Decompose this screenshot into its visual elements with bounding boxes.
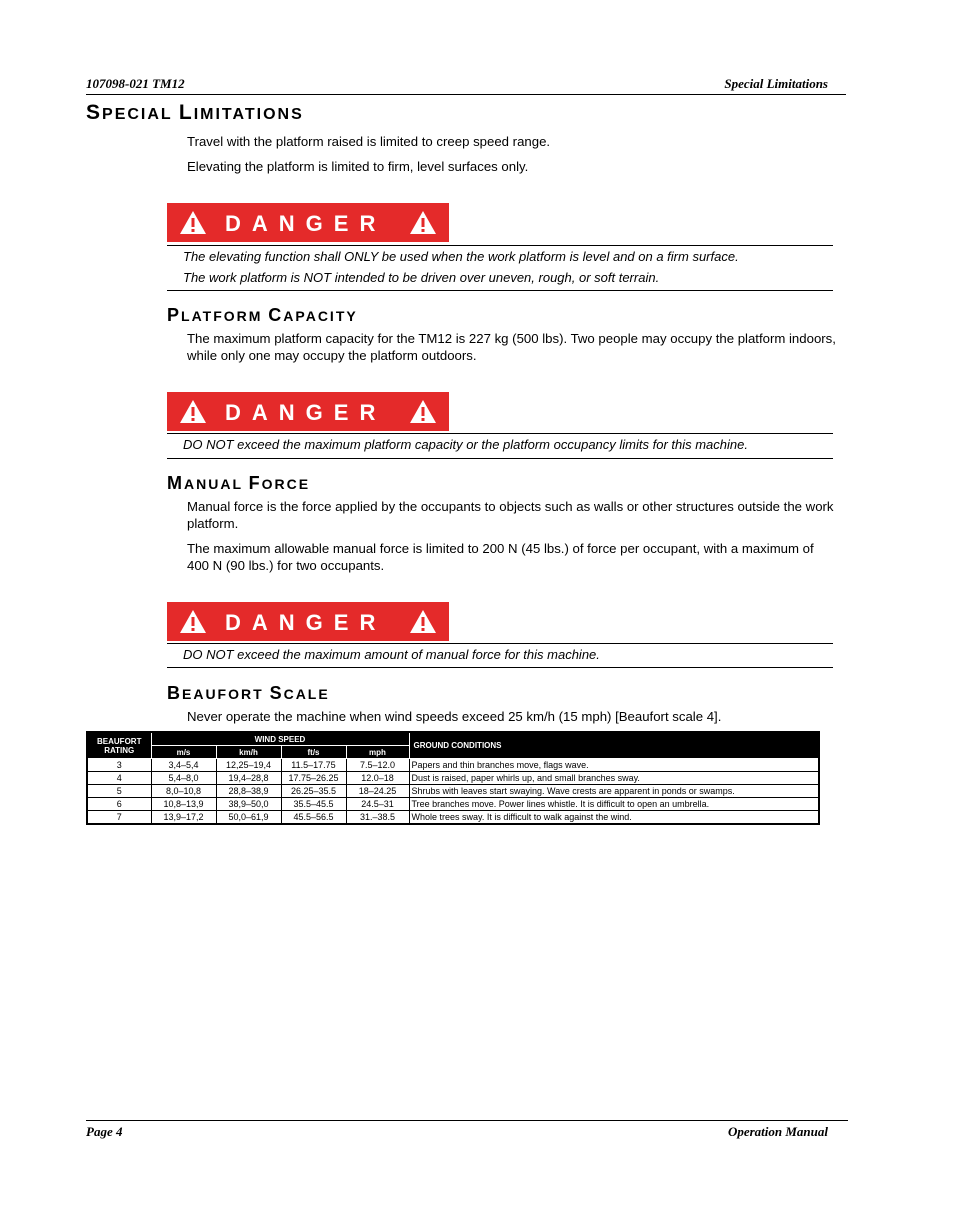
danger-message-line: DO NOT exceed the maximum platform capacity or the platform occupancy limits for this machine. [183,437,748,452]
mph-cell: 31.–38.5 [346,811,409,825]
header-fts: ft/s [281,746,346,759]
kmh-cell: 19,4–28,8 [216,772,281,785]
beaufort-table [86,731,820,825]
header-mph: mph [346,746,409,759]
mph-cell: 7.5–12.0 [346,759,409,772]
kmh-cell: 50,0–61,9 [216,811,281,825]
rating-cell: 3 [87,759,151,772]
header-wind-speed: WIND SPEED [151,732,409,746]
danger-label: DANGER [225,610,387,635]
force-paragraph-1: Manual force is the force applied by the occupants to objects such as walls or other structures outside the work platform. [187,499,834,531]
ground-cell: Whole trees sway. It is difficult to walk against the wind. [409,811,819,825]
fts-cell: 11.5–17.75 [281,759,346,772]
danger-label: DANGER [225,400,387,425]
warning-triangle-icon [409,399,437,424]
manual-name: Operation Manual [727,1124,828,1139]
fts-cell: 45.5–56.5 [281,811,346,825]
header-beaufort-rating: BEAUFORT RATING [87,732,151,759]
ms-cell: 3,4–5,4 [151,759,216,772]
rating-cell: 4 [87,772,151,785]
danger-message-line: DO NOT exceed the maximum amount of manual force for this machine. [183,647,600,662]
header-ms: m/s [151,746,216,759]
force-paragraph-2: The maximum allowable manual force is limited to 200 N (45 lbs.) of force per occupant, with a maximum of 400 N (90 lbs.) for two occupants. [187,541,814,573]
fts-cell: 17.75–26.25 [281,772,346,785]
kmh-cell: 28,8–38,9 [216,785,281,798]
header-ground-conditions: GROUND CONDITIONS [409,732,819,759]
rating-cell: 5 [87,785,151,798]
ground-cell: Papers and thin branches move, flags wave. [409,759,819,772]
page-footer [86,1120,848,1139]
danger-message-line: The work platform is NOT intended to be driven over uneven, rough, or soft terrain. [183,270,660,285]
mph-cell: 18–24.25 [346,785,409,798]
section-heading-platform-capacity: PLATFORM CAPACITY [167,305,358,325]
ms-cell: 8,0–10,8 [151,785,216,798]
danger-message-line: The elevating function shall ONLY be used when the work platform is level and on a firm surface. [183,249,739,264]
warning-triangle-icon [409,210,437,235]
ms-cell: 5,4–8,0 [151,772,216,785]
rating-cell: 7 [87,811,151,825]
ms-cell: 13,9–17,2 [151,811,216,825]
ground-cell: Dust is raised, paper whirls up, and small branches sway. [409,772,819,785]
page-title: SPECIAL LIMITATIONS [86,101,304,124]
rating-cell: 6 [87,798,151,811]
warning-triangle-icon [409,609,437,634]
danger-banner-3 [167,602,449,641]
danger-message-2 [167,433,833,459]
table-row [87,759,819,772]
fts-cell: 35.5–45.5 [281,798,346,811]
capacity-paragraph: The maximum platform capacity for the TM12 is 227 kg (500 lbs). Two people may occupy the platform indoors, while only one may occupy the platform outdoors. [187,331,836,363]
ms-cell: 10,8–13,9 [151,798,216,811]
table-row [87,785,819,798]
mph-cell: 24.5–31 [346,798,409,811]
page-header [86,76,846,95]
fts-cell: 26.25–35.5 [281,785,346,798]
kmh-cell: 12,25–19,4 [216,759,281,772]
danger-label: DANGER [225,211,387,236]
danger-banner-2 [167,392,449,431]
danger-message-1 [167,245,833,291]
danger-banner-1 [167,203,449,242]
page-number: Page 4 [86,1124,123,1139]
section-name: Special Limitations [724,76,828,91]
table-row [87,811,819,825]
section-heading-manual-force: MANUAL FORCE [167,473,311,493]
intro-paragraph-1: Travel with the platform raised is limited to creep speed range. [187,134,551,149]
mph-cell: 12.0–18 [346,772,409,785]
header-kmh: km/h [216,746,281,759]
intro-paragraph-2: Elevating the platform is limited to firm, level surfaces only. [187,159,529,174]
warning-triangle-icon [179,210,207,235]
ground-cell: Shrubs with leaves start swaying. Wave crests are apparent in ponds or swamps. [409,785,819,798]
table-row [87,798,819,811]
beaufort-paragraph: Never operate the machine when wind speeds exceed 25 km/h (15 mph) [Beaufort scale 4]. [187,709,722,724]
warning-triangle-icon [179,609,207,634]
danger-message-3 [167,643,833,668]
warning-triangle-icon [179,399,207,424]
kmh-cell: 38,9–50,0 [216,798,281,811]
document-number: 107098-021 TM12 [86,76,185,91]
table-row [87,772,819,785]
ground-cell: Tree branches move. Power lines whistle. It is difficult to open an umbrella. [409,798,819,811]
section-heading-beaufort-scale: BEAUFORT SCALE [167,683,330,703]
